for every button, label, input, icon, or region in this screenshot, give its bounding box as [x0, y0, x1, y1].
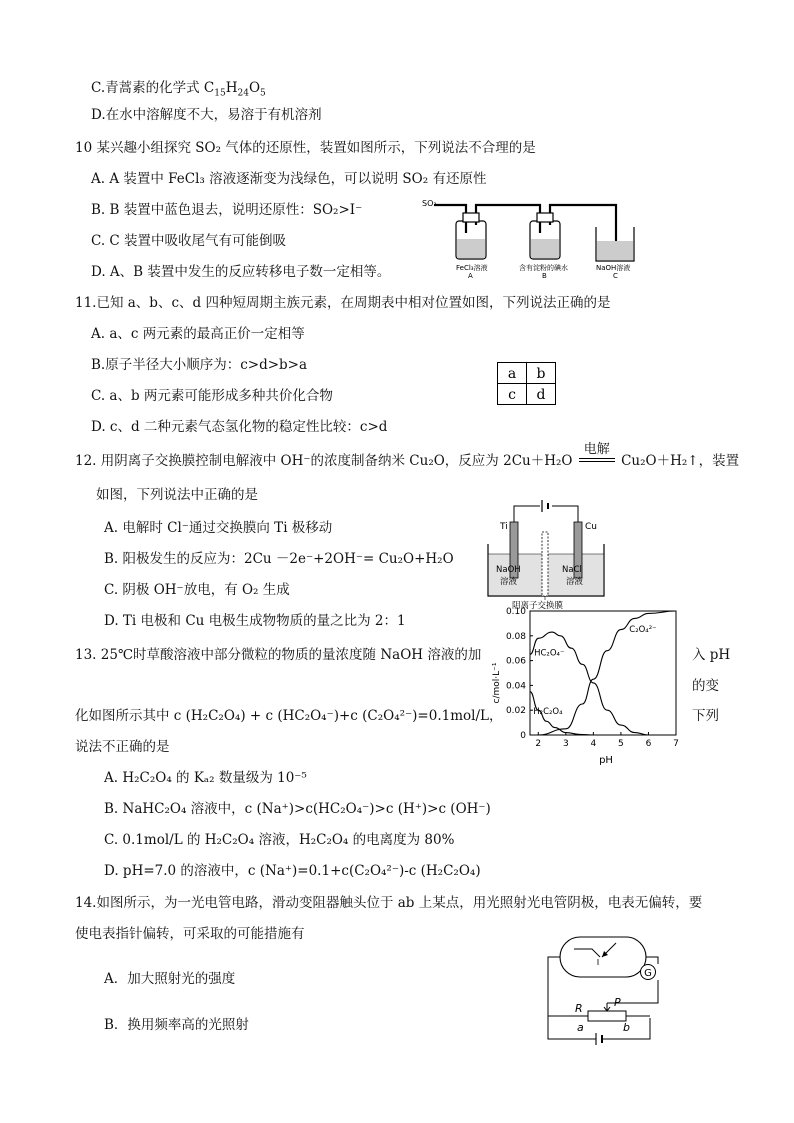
- q12-stem-line2: 如图，下列说法中正确的是: [96, 487, 258, 503]
- q14-option-a: A．加大照射光的强度: [104, 971, 236, 987]
- label-b: B: [542, 272, 547, 278]
- rheostat-label: R: [575, 1002, 583, 1015]
- q13-stem-line2-tail: 的变: [692, 678, 719, 694]
- q9-option-d: D.在水中溶解度不大，易溶于有机溶剂: [91, 107, 322, 123]
- label-a: A: [468, 272, 473, 278]
- x-tick-label: 7: [673, 739, 679, 749]
- x-tick-label: 2: [535, 739, 542, 749]
- end-b-label: b: [623, 1021, 630, 1034]
- q13-option-c: C. 0.1mol/L 的 H₂C₂O₄ 溶液，H₂C₂O₄ 的电离度为 80%: [104, 832, 455, 848]
- slider-label: P: [614, 996, 621, 1009]
- q14-option-b: B．换用频率高的光照射: [104, 1017, 249, 1033]
- naoh-label: NaOH: [496, 565, 521, 575]
- q13-stem-line1: 13. 25℃时草酸溶液中部分微粒的物质的量浓度随 NaOH 溶液的加: [75, 647, 482, 663]
- membrane-label: 阴离子交换膜: [512, 601, 564, 610]
- y-tick-label: 0.06: [505, 656, 526, 667]
- x-tick-label: 4: [590, 739, 597, 749]
- series-label-2: C₂O₄²⁻: [629, 625, 657, 636]
- series-label-1: HC₂O₄⁻: [534, 648, 565, 659]
- cu-label: Cu: [585, 522, 597, 532]
- y-tick-label: 0.02: [505, 706, 526, 717]
- q12-option-c: C. 阴极 OH⁻放电，有 O₂ 生成: [104, 582, 290, 598]
- nacl-label: NaCl: [562, 565, 582, 575]
- q13-stem-line1-tail: 入 pH: [692, 647, 731, 663]
- q11-option-b: B.原子半径大小顺序为：c>d>b>a: [91, 357, 308, 373]
- label-iodine-water: 含有淀粉的碘水: [519, 264, 568, 272]
- naoh-solution-label: 溶液: [500, 577, 518, 587]
- electrolysis-cell-figure: [482, 498, 612, 610]
- label-feCl3: FeCl₃溶液: [456, 264, 488, 272]
- electrolysis-condition: 电解: [577, 452, 617, 470]
- q10-option-b: B. B 装置中蓝色退去，说明还原性：SO₂>I⁻: [91, 202, 363, 218]
- series-line-1: [530, 632, 648, 735]
- so2-inlet-label: SO₂: [422, 199, 437, 208]
- grid-cell-c: c: [508, 387, 516, 403]
- grid-cell-a: a: [507, 366, 517, 382]
- q14-stem-line1: 14.如图所示，为一光电管电路，滑动变阻器触头位于 ab 上某点，用光照射光电管阴极，电表无偏转，要: [75, 895, 703, 911]
- y-tick-label: 0: [520, 731, 526, 741]
- nacl-solution-label: 溶液: [566, 577, 584, 587]
- q10-option-c: C. C 装置中吸收尾气有可能倒吸: [91, 233, 287, 249]
- so2-apparatus-figure: [420, 193, 650, 278]
- q13-stem-line4: 说法不正确的是: [75, 739, 170, 755]
- x-tick-label: 6: [645, 739, 652, 749]
- q12-option-d: D. Ti 电极和 Cu 电极生成物物质的量之比为 2：1: [104, 613, 406, 629]
- end-a-label: a: [577, 1021, 584, 1034]
- phototube-circuit-figure: [540, 927, 670, 1047]
- chart-ylabel: c/mol·L⁻¹: [492, 662, 502, 704]
- q9-option-c: C.青蒿素的化学式 $C_{15}H_{24}O_5$: [91, 80, 266, 99]
- label-c: C: [613, 272, 618, 278]
- q10-option-a: A. A 装置中 FeCl₃ 溶液逐渐变为浅绿色，可以说明 SO₂ 有还原性: [91, 171, 487, 187]
- q11-option-a: A. a、c 两元素的最高正价一定相等: [91, 326, 305, 342]
- q13-option-a: A. H₂C₂O₄ 的 Kₐ₂ 数量级为 10⁻⁵: [104, 770, 307, 786]
- chart-xlabel: pH: [599, 755, 613, 766]
- q14-stem-line2: 使电表指针偏转，可采取的可能措施有: [75, 926, 305, 942]
- series-label-0: H₂C₂O₄: [533, 706, 563, 717]
- oxalate-distribution-chart: [486, 603, 686, 768]
- q11-option-c: C. a、b 两元素可能形成多种共价化合物: [91, 388, 333, 404]
- y-tick-label: 0.10: [505, 607, 526, 617]
- q11-option-d: D. c、d 二种元素气态氢化物的稳定性比较：c>d: [91, 419, 388, 435]
- q13-stem-line3: 化如图所示其中 c (H₂C₂O₄) + c (HC₂O₄⁻)+c (C₂O₄²⁻)=0.1mol/L，: [75, 708, 503, 724]
- x-tick-label: 5: [618, 739, 624, 749]
- q13-option-d: D. pH=7.0 的溶液中，c (Na⁺)=0.1+c(C₂O₄²⁻)-c (H₂C₂O₄): [104, 863, 481, 879]
- x-tick-label: 3: [562, 739, 569, 749]
- q11-stem: 11.已知 a、b、c、d 四种短周期主族元素，在周期表中相对位置如图，下列说法正确的是: [75, 295, 611, 311]
- periodic-position-grid: [497, 362, 557, 406]
- q12-option-b: B. 阳极发生的反应为：2Cu －2e⁻+2OH⁻= Cu₂O+H₂O: [104, 551, 454, 567]
- y-tick-label: 0.04: [505, 681, 526, 692]
- grid-cell-d: d: [536, 387, 546, 403]
- q13-option-b: B. NaHC₂O₄ 溶液中，c (Na⁺)>c(HC₂O₄⁻)>c (H⁺)>c (OH⁻): [104, 801, 491, 817]
- q10-option-d: D. A、B 装置中发生的反应转移电子数一定相等。: [91, 264, 391, 280]
- grid-cell-b: b: [536, 366, 546, 382]
- y-tick-label: 0.08: [505, 631, 526, 642]
- q12-stem-line1: 12. 用阴离子交换膜控制电解液中 OH⁻的浓度制备纳米 Cu₂O，反应为 2Cu＋H₂O 电解 Cu₂O＋H₂↑，装置: [75, 442, 740, 469]
- q10-stem: 10 某兴趣小组探究 SO₂ 气体的还原性，装置如图所示，下列说法不合理的是: [75, 140, 536, 156]
- q13-stem-line3-tail: 下列: [692, 708, 719, 724]
- label-naoh: NaOH溶液: [596, 264, 631, 272]
- galvanometer-label: G: [644, 968, 652, 979]
- q12-option-a: A. 电解时 Cl⁻通过交换膜向 Ti 极移动: [104, 520, 333, 536]
- ti-label: Ti: [500, 522, 508, 532]
